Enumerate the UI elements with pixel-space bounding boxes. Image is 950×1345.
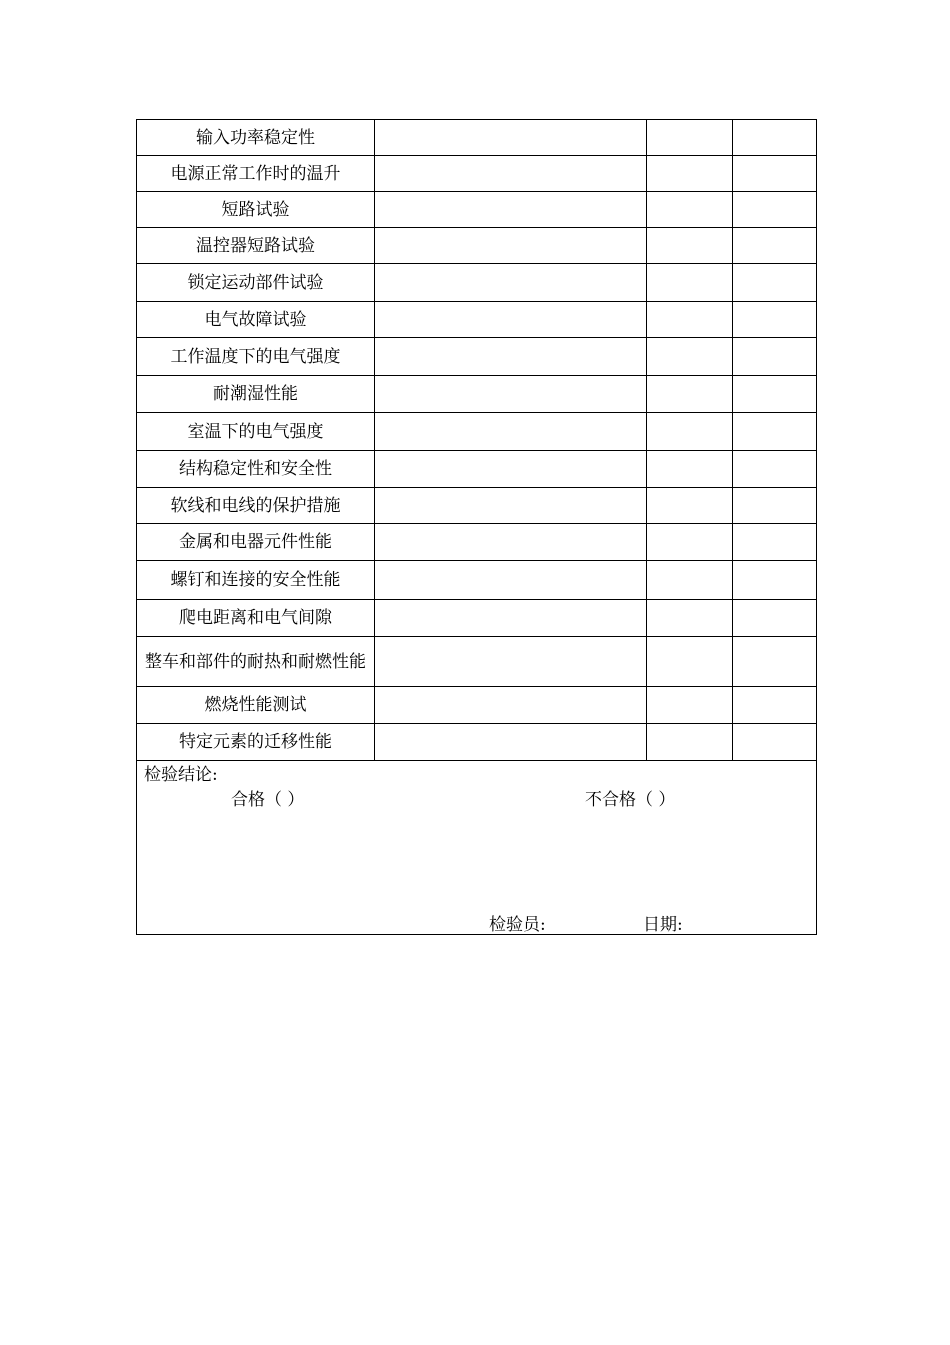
judgement-cell bbox=[647, 561, 733, 600]
remark-cell bbox=[733, 687, 817, 724]
judgement-cell bbox=[647, 637, 733, 687]
judgement-cell bbox=[647, 156, 733, 192]
test-item-label: 螺钉和连接的安全性能 bbox=[137, 561, 375, 600]
fail-option: 不合格（ ） bbox=[585, 790, 676, 810]
table-row bbox=[137, 687, 817, 724]
test-item-label: 输入功率稳定性 bbox=[137, 120, 375, 156]
judgement-cell bbox=[647, 338, 733, 376]
test-item-label: 整车和部件的耐热和耐燃性能 bbox=[137, 637, 375, 687]
test-item-label: 爬电距离和电气间隙 bbox=[137, 600, 375, 637]
table-row bbox=[137, 488, 817, 524]
inspection-table bbox=[136, 119, 817, 935]
table-row bbox=[137, 338, 817, 376]
table-row bbox=[137, 561, 817, 600]
test-item-label: 耐潮湿性能 bbox=[137, 376, 375, 413]
result-cell bbox=[375, 561, 647, 600]
result-cell bbox=[375, 192, 647, 228]
remark-cell bbox=[733, 637, 817, 687]
judgement-cell bbox=[647, 724, 733, 761]
table-row bbox=[137, 524, 817, 561]
test-item-label: 燃烧性能测试 bbox=[137, 687, 375, 724]
test-item-label: 特定元素的迁移性能 bbox=[137, 724, 375, 761]
result-cell bbox=[375, 338, 647, 376]
table-row bbox=[137, 724, 817, 761]
result-cell bbox=[375, 302, 647, 338]
remark-cell bbox=[733, 302, 817, 338]
test-item-label: 电气故障试验 bbox=[137, 302, 375, 338]
conclusion-cell bbox=[137, 761, 817, 935]
remark-cell bbox=[733, 228, 817, 264]
remark-cell bbox=[733, 120, 817, 156]
result-cell bbox=[375, 524, 647, 561]
result-cell bbox=[375, 156, 647, 192]
table-row bbox=[137, 413, 817, 451]
table-row bbox=[137, 451, 817, 488]
judgement-cell bbox=[647, 524, 733, 561]
table-row bbox=[137, 376, 817, 413]
conclusion-label: 检验结论: bbox=[144, 765, 218, 785]
judgement-cell bbox=[647, 302, 733, 338]
pass-option: 合格（ ） bbox=[231, 790, 305, 810]
date-label: 日期: bbox=[643, 915, 683, 935]
remark-cell bbox=[733, 413, 817, 451]
table-row bbox=[137, 600, 817, 637]
result-cell bbox=[375, 637, 647, 687]
judgement-cell bbox=[647, 451, 733, 488]
conclusion-row bbox=[137, 761, 817, 935]
judgement-cell bbox=[647, 192, 733, 228]
judgement-cell bbox=[647, 228, 733, 264]
remark-cell bbox=[733, 524, 817, 561]
inspector-label: 检验员: bbox=[489, 915, 546, 935]
result-cell bbox=[375, 264, 647, 302]
remark-cell bbox=[733, 376, 817, 413]
remark-cell bbox=[733, 156, 817, 192]
result-cell bbox=[375, 687, 647, 724]
result-cell bbox=[375, 451, 647, 488]
table-row bbox=[137, 264, 817, 302]
result-cell bbox=[375, 600, 647, 637]
table-row bbox=[137, 192, 817, 228]
test-item-label: 短路试验 bbox=[137, 192, 375, 228]
test-item-label: 室温下的电气强度 bbox=[137, 413, 375, 451]
table-row bbox=[137, 637, 817, 687]
remark-cell bbox=[733, 724, 817, 761]
judgement-cell bbox=[647, 264, 733, 302]
test-item-label: 软线和电线的保护措施 bbox=[137, 488, 375, 524]
judgement-cell bbox=[647, 687, 733, 724]
result-cell bbox=[375, 413, 647, 451]
remark-cell bbox=[733, 338, 817, 376]
table-row bbox=[137, 228, 817, 264]
table-row bbox=[137, 156, 817, 192]
result-cell bbox=[375, 228, 647, 264]
result-cell bbox=[375, 488, 647, 524]
judgement-cell bbox=[647, 376, 733, 413]
table-row bbox=[137, 120, 817, 156]
test-item-label: 电源正常工作时的温升 bbox=[137, 156, 375, 192]
remark-cell bbox=[733, 488, 817, 524]
table-row bbox=[137, 302, 817, 338]
judgement-cell bbox=[647, 413, 733, 451]
test-item-label: 温控器短路试验 bbox=[137, 228, 375, 264]
test-item-label: 工作温度下的电气强度 bbox=[137, 338, 375, 376]
remark-cell bbox=[733, 451, 817, 488]
remark-cell bbox=[733, 600, 817, 637]
test-item-label: 锁定运动部件试验 bbox=[137, 264, 375, 302]
result-cell bbox=[375, 724, 647, 761]
remark-cell bbox=[733, 264, 817, 302]
result-cell bbox=[375, 120, 647, 156]
remark-cell bbox=[733, 561, 817, 600]
judgement-cell bbox=[647, 120, 733, 156]
remark-cell bbox=[733, 192, 817, 228]
judgement-cell bbox=[647, 488, 733, 524]
test-item-label: 金属和电器元件性能 bbox=[137, 524, 375, 561]
judgement-cell bbox=[647, 600, 733, 637]
test-item-label: 结构稳定性和安全性 bbox=[137, 451, 375, 488]
result-cell bbox=[375, 376, 647, 413]
inspection-sheet bbox=[136, 119, 816, 935]
